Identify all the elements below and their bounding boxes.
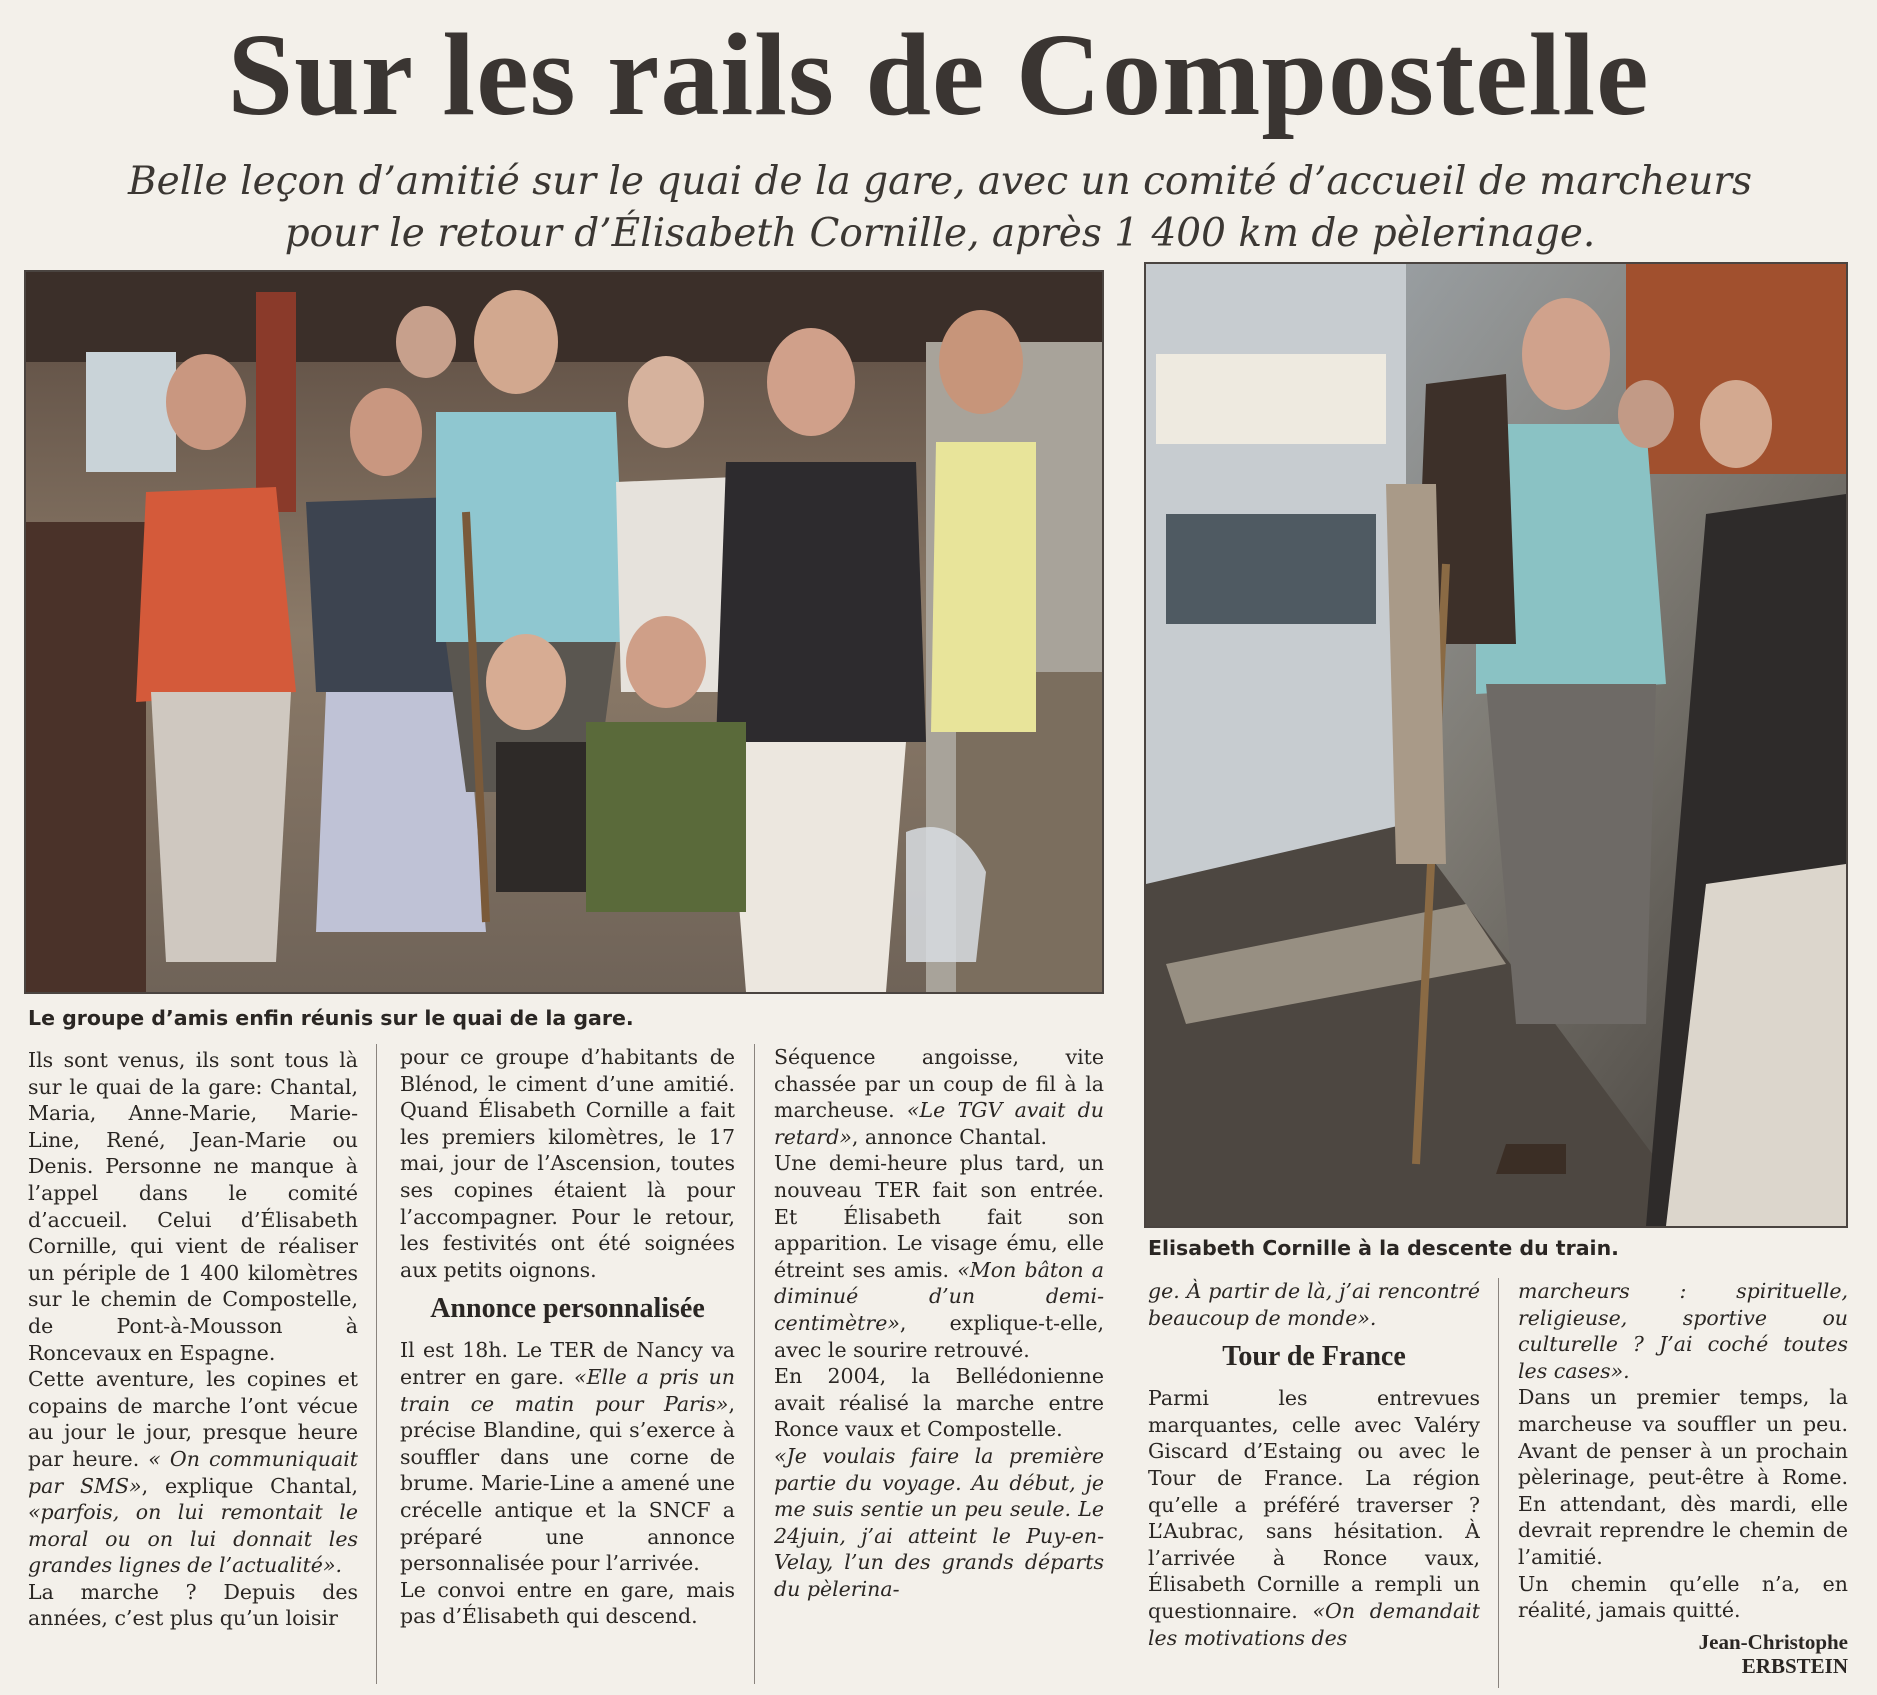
paragraph: Un chemin qu’elle n’a, en réalité, jamais quitté. xyxy=(1518,1571,1848,1623)
quote: «parfois, on lui remontait le moral ou on lui donnait les grandes lignes de l’actualité». xyxy=(28,1500,358,1578)
paragraph-text: Il est 18h. Le TER de Nancy va entrer en gare. xyxy=(400,1338,735,1389)
column-rule xyxy=(754,1044,755,1684)
article-column-4 xyxy=(1148,1278,1480,1695)
quote: «On demandait les motivations des xyxy=(1148,1598,1480,1650)
article-column-3 xyxy=(774,1044,1104,1695)
headline: Sur les rails de Compostelle xyxy=(227,9,1650,140)
paragraph-text: , explique-t-elle, avec le sourire retrouvé. xyxy=(774,1310,1104,1362)
group-photo-image xyxy=(26,272,1102,992)
paragraph xyxy=(28,1366,358,1579)
train-photo-caption: Elisabeth Cornille à la descente du train. xyxy=(1148,1236,1619,1260)
article-column-2 xyxy=(400,1044,735,1695)
quote: «Le TGV avait du retard» xyxy=(774,1098,1104,1149)
paragraph xyxy=(400,1337,735,1576)
article-column-5 xyxy=(1518,1278,1848,1695)
byline-last-name: ERBSTEIN xyxy=(1741,1653,1848,1678)
paragraph-text: Parmi les entrevues marquantes, celle avec Valéry Giscard d’Estaing ou avec le Tour de France. La région qu’elle a préféré traverser ? L’Aubrac, sans hésitation. À l’arrivée à Ronce vaux, Élisabeth Cornille a rempli un questionnaire. xyxy=(1148,1386,1480,1623)
paragraph xyxy=(1148,1385,1480,1651)
train-photo xyxy=(1144,262,1848,1228)
paragraph-text: , annonce Chantal. xyxy=(851,1124,1048,1149)
byline-first-name: Jean-Christophe xyxy=(1698,1629,1848,1654)
train-photo-image xyxy=(1146,264,1846,1226)
subheading: Tour de France xyxy=(1222,1341,1406,1373)
quote: ge. À partir de là, j’ai rencontré beaucoup de monde». xyxy=(1148,1279,1480,1330)
paragraph: Le convoi entre en gare, mais pas d’Élisabeth qui descend. xyxy=(400,1577,735,1629)
paragraph-text: Cette aventure, les copines et copains de marche l’ont vécue au jour le jour, presque heure par heure. xyxy=(28,1367,358,1471)
paragraph xyxy=(774,1150,1104,1363)
group-photo-caption: Le groupe d’amis enfin réunis sur le quai de la gare. xyxy=(28,1006,634,1030)
paragraph: Dans un premier temps, la marcheuse va souffler un peu. Avant de penser à un prochain pèlerinage, peut-être à Rome. En attendant, dès mardi, elle devrait reprendre le chemin de l’amitié. xyxy=(1518,1385,1848,1569)
byline xyxy=(1518,1630,1848,1678)
paragraph: En 2004, la Bellédonienne avait réalisé la marche entre Ronce vaux et Compostelle. xyxy=(774,1364,1104,1442)
column-rule xyxy=(1498,1278,1499,1688)
quote: «Je voulais faire la première partie du voyage. Au début, je me suis sentie un peu seule. Le 24juin, j’ai atteint le Puy-en-Velay, l’un des grands départs du pèlerina- xyxy=(774,1443,1104,1601)
quote: « On communiquait par SMS» xyxy=(28,1446,358,1498)
article-column-1 xyxy=(28,1047,358,1695)
paragraph: La marche ? Depuis des années, c’est plus qu’un loisir xyxy=(28,1579,358,1631)
paragraph-text: , précise Blandine, qui s’exerce à souffler dans une corne de brume. Marie-Line a amené une crécelle antique et la SNCF a préparé une annonce personnalisée pour l’arrivée. xyxy=(400,1391,735,1576)
standfirst: Belle leçon d’amitié sur le quai de la gare, avec un comité d’accueil de marcheurs pour le retour d’Élisabeth Cornille, après 1 400 km de pèlerinage. xyxy=(127,159,1752,256)
quote: marcheurs : spirituelle, religieuse, sportive ou culturelle ? J’ai coché toutes les cases». xyxy=(1518,1279,1848,1383)
quote: «Elle a pris un train ce matin pour Paris» xyxy=(400,1364,735,1416)
column-rule xyxy=(376,1044,377,1684)
quote: «Mon bâton a diminué d’un demi-centimètre» xyxy=(774,1257,1104,1335)
paragraph: pour ce groupe d’habitants de Blénod, le ciment d’une amitié. Quand Élisabeth Cornille a fait les premiers kilomètres, le 17 mai, jour de l’Ascension, toutes ses copines étaient là pour l’accompagner. Pour le retour, les festivités ont été soignées aux petits oignons. xyxy=(400,1045,735,1282)
paragraph xyxy=(774,1044,1104,1150)
paragraph: Ils sont venus, ils sont tous là sur le quai de la gare: Chantal, Maria, Anne-Marie, Marie-Line, René, Jean-Marie ou Denis. Personne ne manque à l’appel dans le comité d’accueil. Celui d’Élisabeth Cornille, qui vient de réaliser un périple de 1 400 kilomètres sur le chemin de Compostelle, de Pont-à-Mousson à Roncevaux en Espagne. xyxy=(28,1048,358,1365)
subheading: Annonce personnalisée xyxy=(430,1293,705,1325)
paragraph-text: , explique Chantal, xyxy=(141,1473,358,1498)
paragraph-text: Une demi-heure plus tard, un nouveau TER fait son entrée. Et Élisabeth fait son apparition. Le visage ému, elle étreint ses amis. xyxy=(774,1151,1104,1282)
group-photo xyxy=(24,270,1104,994)
paragraph-text: Séquence angoisse, vite chassée par un coup de fil à la marcheuse. xyxy=(774,1045,1104,1123)
